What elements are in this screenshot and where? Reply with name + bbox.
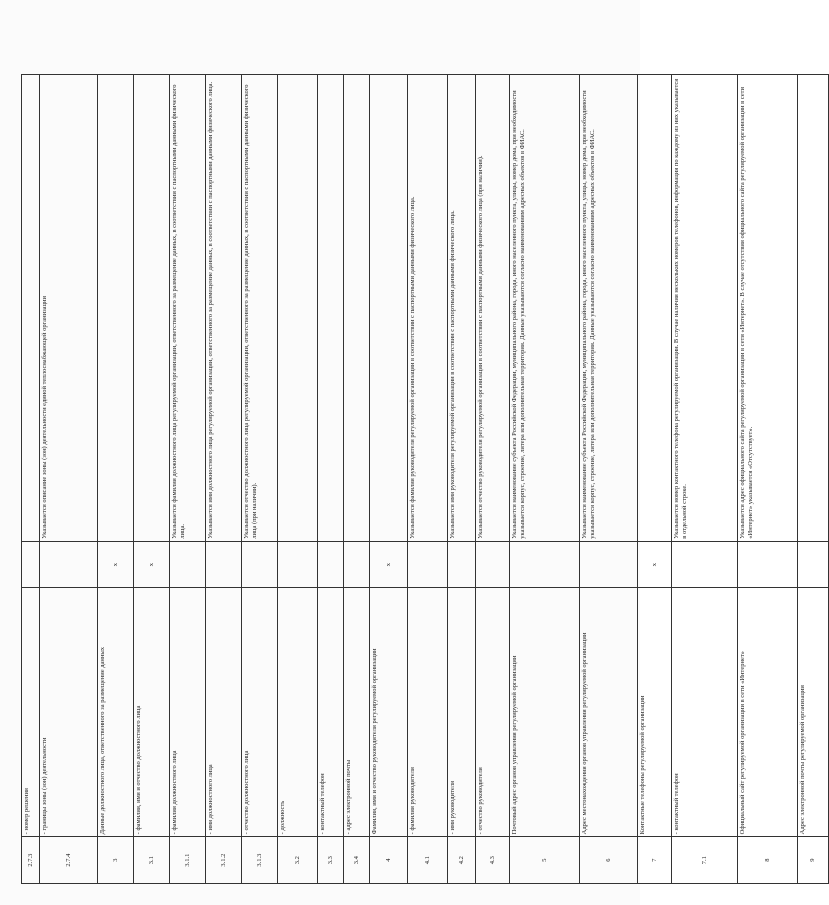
- row-number: 3.1.2: [206, 837, 242, 884]
- row-field-name: - должность: [278, 588, 318, 837]
- row-description: Указывается имя должностного лица регулируемой организации, ответственного за размещение данных, в соответствии с паспортными данными физического лица.: [206, 75, 242, 542]
- row-mark: [738, 541, 798, 588]
- row-description: [134, 75, 170, 542]
- table-row: [798, 75, 829, 884]
- table-row: [344, 75, 370, 884]
- table-row: [40, 75, 98, 884]
- row-field-name: Адрес местонахождения органов управления регулируемой организации: [580, 588, 638, 837]
- row-field-name: Адрес электронной почты регулируемой организации: [798, 588, 829, 837]
- row-description: [318, 75, 344, 542]
- row-field-name: Официальный сайт регулируемой организации в сети «Интернет»: [738, 588, 798, 837]
- row-field-name: Почтовый адрес органов управления регулируемой организации: [510, 588, 580, 837]
- table-row: [318, 75, 344, 884]
- row-description: Указывается отчество должностного лица регулируемой организации, ответственного за размещение данных, в соответствии с паспортными данными физического лица (при наличии).: [242, 75, 278, 542]
- row-field-name: - контактный телефон: [318, 588, 344, 837]
- row-field-name: - фамилия должностного лица: [170, 588, 206, 837]
- row-mark: [580, 541, 638, 588]
- row-field-name: Фамилия, имя и отчество руководителя регулируемой организации: [370, 588, 408, 837]
- row-number: 2.7.4: [40, 837, 98, 884]
- row-description: Указывается номер контактного телефона регулируемой организации. В случае наличия нескольких номеров телефонов, информация по каждому из них указывается в отдельной строке.: [672, 75, 738, 542]
- row-mark-value: х: [147, 562, 155, 567]
- row-field-name: Контактные телефоны регулируемой организации: [638, 588, 672, 837]
- table-row: [22, 75, 40, 884]
- row-mark: [510, 541, 580, 588]
- form-table: [21, 74, 829, 884]
- row-field-name: - имя руководителя: [448, 588, 476, 837]
- row-description: Указывается фамилия руководителя регулируемой организации в соответствии с паспортными данными физического лица.: [408, 75, 448, 542]
- row-number: 2.7.3: [22, 837, 40, 884]
- row-mark-value: х: [384, 562, 392, 567]
- row-number: 3.3: [318, 837, 344, 884]
- row-mark: [798, 541, 829, 588]
- row-description: [370, 75, 408, 542]
- row-mark: [318, 541, 344, 588]
- row-number: 7.1: [672, 837, 738, 884]
- table-row: [672, 75, 738, 884]
- row-field-name: - фамилия, имя и отчество должностного лица: [134, 588, 170, 837]
- row-number: 4.1: [408, 837, 448, 884]
- table-row: [580, 75, 638, 884]
- row-field-name: - адрес электронной почты: [344, 588, 370, 837]
- row-number: 4.2: [448, 837, 476, 884]
- row-number: 6: [580, 837, 638, 884]
- row-number: 7: [638, 837, 672, 884]
- row-mark: [638, 541, 672, 588]
- row-description: Указывается имя руководителя регулируемой организации в соответствии с паспортными данными физического лица.: [448, 75, 476, 542]
- row-field-name: - контактный телефон: [672, 588, 738, 837]
- table-body: [22, 75, 829, 884]
- row-mark: [278, 541, 318, 588]
- row-field-name: - отчество руководителя: [476, 588, 510, 837]
- row-mark: [476, 541, 510, 588]
- row-mark: [22, 541, 40, 588]
- table-row: [370, 75, 408, 884]
- row-description: [22, 75, 40, 542]
- row-mark: [98, 541, 134, 588]
- row-field-name: - номер решения: [22, 588, 40, 837]
- table-row: [408, 75, 448, 884]
- row-description: [98, 75, 134, 542]
- table-row: [206, 75, 242, 884]
- table-row: [134, 75, 170, 884]
- row-mark: [242, 541, 278, 588]
- row-field-name: - границы зоны (зон) деятельности: [40, 588, 98, 837]
- row-mark: [206, 541, 242, 588]
- row-mark: [408, 541, 448, 588]
- row-description: Указывается отчество руководителя регулируемой организации в соответствии с паспортными данными физического лица (при наличии).: [476, 75, 510, 542]
- row-number: 3.2: [278, 837, 318, 884]
- row-mark: [672, 541, 738, 588]
- row-number: 3.1.3: [242, 837, 278, 884]
- row-description: Указывается описание зоны (зон) деятельности единой теплоснабжающей организации: [40, 75, 98, 542]
- row-description: [278, 75, 318, 542]
- row-mark: [134, 541, 170, 588]
- row-description: [638, 75, 672, 542]
- row-field-name: Данные должностного лица, ответственного за размещение данных: [98, 588, 134, 837]
- table-row: [448, 75, 476, 884]
- table-row: [170, 75, 206, 884]
- row-field-name: - фамилия руководителя: [408, 588, 448, 837]
- row-description: Указывается фамилия должностного лица регулируемой организации, ответственного за размещение данных, в соответствии с паспортными данными физического лица.: [170, 75, 206, 542]
- row-description: Указывается адрес официального сайта регулируемой организации в сети «Интернет». В случае отсутствия официального сайта регулируемой организации в сети «Интернет» указывается «Отсутствует».: [738, 75, 798, 542]
- row-mark-value: х: [650, 562, 658, 567]
- row-description: Указывается наименование субъекта Российской Федерации, муниципального района, города, иного населенного пункта, улицы, номер дома, при необходимости указывается корпус, строение, литера или дополнительная территория. Данные указываются согласно наименованиям адресных объектов в ФИАС.: [510, 75, 580, 542]
- row-field-name: - отчество должностного лица: [242, 588, 278, 837]
- table-row: [242, 75, 278, 884]
- row-mark-value: х: [111, 562, 119, 567]
- row-description: Указывается наименование субъекта Российской Федерации, муниципального района, города, иного населенного пункта, улицы, номер дома, при необходимости указывается корпус, строение, литера или дополнительная территория. Данные указываются согласно наименованиям адресных объектов в ФИАС.: [580, 75, 638, 542]
- row-number: 3.1: [134, 837, 170, 884]
- table-row: [638, 75, 672, 884]
- row-number: 4.3: [476, 837, 510, 884]
- row-number: 8: [738, 837, 798, 884]
- row-number: 3.4: [344, 837, 370, 884]
- row-number: 9: [798, 837, 829, 884]
- row-mark: [40, 541, 98, 588]
- row-mark: [448, 541, 476, 588]
- row-mark: [170, 541, 206, 588]
- table-row: [278, 75, 318, 884]
- table-row: [476, 75, 510, 884]
- row-description: [344, 75, 370, 542]
- row-mark: [344, 541, 370, 588]
- row-description: [798, 75, 829, 542]
- row-mark: [370, 541, 408, 588]
- row-number: 3.1.1: [170, 837, 206, 884]
- row-number: 4: [370, 837, 408, 884]
- row-number: 3: [98, 837, 134, 884]
- row-number: 5: [510, 837, 580, 884]
- table-row: [98, 75, 134, 884]
- row-field-name: - имя должностного лица: [206, 588, 242, 837]
- table-row: [510, 75, 580, 884]
- table-row: [738, 75, 798, 884]
